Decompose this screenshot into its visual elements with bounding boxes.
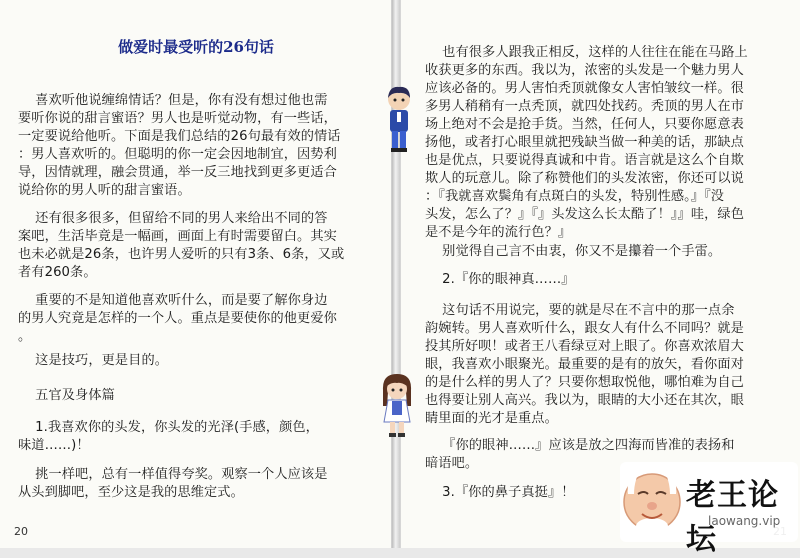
left-page bbox=[0, 0, 392, 548]
left-paragraph-3: 重要的不是知道他喜欢听什么，而是要了解你身边 的男人究竟是怎样的一个人。重点是要使你的他更爱你 。 bbox=[18, 293, 337, 344]
right-paragraph-5: 『你的眼神……』应该是放之四海而皆准的表扬和 暗语吧。 bbox=[425, 438, 735, 471]
left-paragraph-1: 喜欢听他说缠绵情话？但是，你有没有想过他也需 要听你说的甜言蜜语？男人也是听觉动物，有一些话， 一定要说给他听。下面是我们总结的26句最有效的情话 ：男人喜欢听的。但聪明的你一定会因地制宜，因势利 导，因情就理，融会贯通，举一反三地找到更多更适合 说给你的男人听的甜言蜜语。 bbox=[18, 93, 341, 198]
left-paragraph-6: 1.我喜欢你的头发，你头发的光泽(手感，颜色， 味道……)！ bbox=[18, 420, 319, 453]
logo-url: laowang.vip bbox=[708, 514, 781, 528]
page-number-left: 20 bbox=[14, 525, 28, 538]
watermark-logo bbox=[620, 462, 798, 557]
page-title: 做爱时最受听的26句话 bbox=[118, 38, 274, 56]
girl-figure-icon bbox=[380, 372, 414, 438]
section-heading: 五官及身体篇 bbox=[18, 388, 115, 403]
old-man-face-icon bbox=[620, 464, 684, 540]
boy-figure-icon bbox=[384, 84, 414, 154]
right-paragraph-3: 2.『你的眼神真……』 bbox=[425, 272, 575, 287]
right-paragraph-2: 别觉得自己言不由衷，你又不是攥着一个手雷。 bbox=[425, 244, 722, 259]
left-paragraph-2: 还有很多很多，但留给不同的男人来给出不同的答 案吧，生活毕竟是一幅画，画面上有时需要留白。其实 也未必就是26条，也许男人爱听的只有3条、6条，又或 者有260条。 bbox=[18, 211, 345, 280]
logo-title: 老王论坛 bbox=[686, 478, 779, 557]
left-paragraph-4: 这是技巧，更是目的。 bbox=[18, 353, 169, 368]
right-paragraph-6: 3.『你的鼻子真挺』！ bbox=[425, 485, 575, 500]
book-gutter bbox=[392, 0, 400, 548]
left-paragraph-7: 挑一样吧，总有一样值得夸奖。观察一个人应该是 从头到脚吧，至少这是我的思维定式。 bbox=[18, 467, 328, 500]
right-paragraph-4: 这句话不用说完，要的就是尽在不言中的那一点余 韵婉转。男人喜欢听什么，跟女人有什么不同吗？就是 投其所好呗！或者王八看绿豆对上眼了。你喜欢浓眉大 眼，我喜欢小眼聚光。最重要的是有的放矢，看你面对 的是什么样的男人了？只要你想取悦他，哪怕难为自己 也得要让别人高兴。我以为，眼睛的大小还在其次，眼 睛里面的光才是重点。 bbox=[425, 303, 744, 426]
right-paragraph-1: 也有很多人跟我正相反，这样的人往往在能在马路上 收获更多的东西。我以为，浓密的头发是一个魅力男人 应该必备的。男人害怕秃顶就像女人害怕皱纹一样。很 多男人稍稍有一点秃顶，就四处找药。秃顶的男人在市 场上绝对不会是抢手货。当然，任何人，只要你愿意表 扬他，或者打心眼里就把残缺当做一种美的话，那缺点 也是优点，只要说得真诚和中肯。语言就是这么个自欺 欺人的玩意儿。除了称赞他们的头发浓密，你还可以说 ：『我就喜欢鬓角有点斑白的头发，特别性感。』『没 头发，怎么了？』『』头发这么长太酷了！』』哇，绿色 是不是今年的流行色？』 bbox=[425, 45, 748, 240]
